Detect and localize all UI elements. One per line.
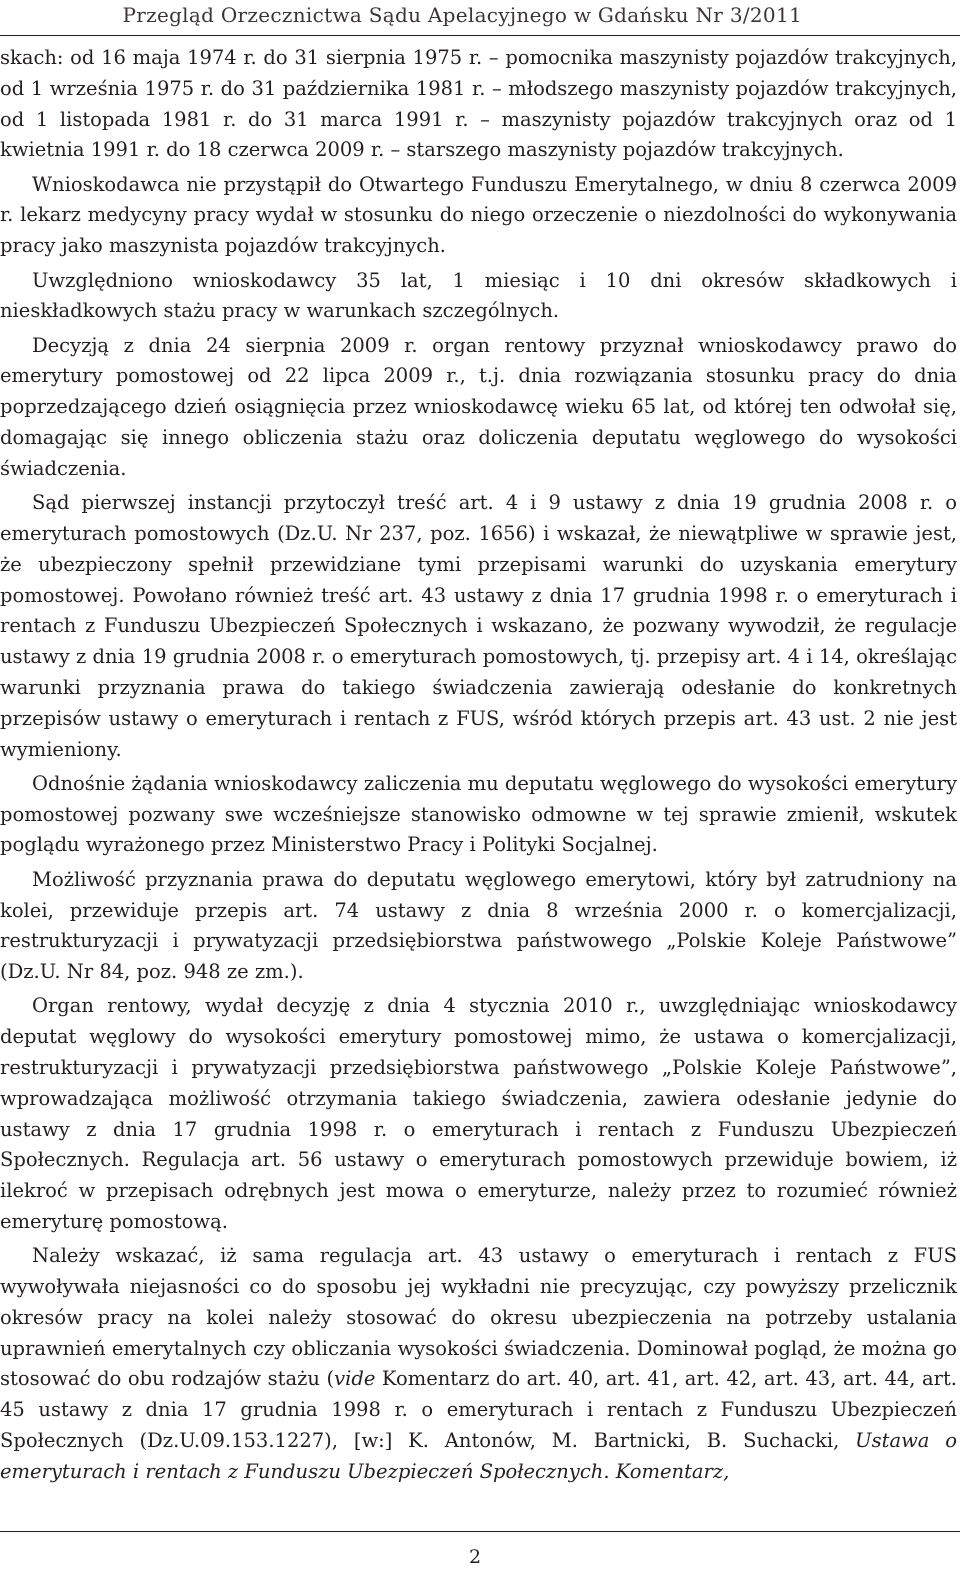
paragraph: Decyzją z dnia 24 sierpnia 2009 r. organ rentowy przyznał wnioskodawcy prawo do emerytury pomostowej od 22 lipca 2009 r., t.j. dnia rozwiązania stosunku pracy do dnia poprzedzającego dzień osiągnięcia przez wnioskodawcę wieku 65 lat, od której ten odwołał się, domagając się innego obliczenia stażu oraz doliczenia deputatu węglowego do wysokości świadczenia. xyxy=(0,333,957,480)
paragraph: Organ rentowy, wydał decyzję z dnia 4 stycznia 2010 r., uwzględniając wnioskodawcy deputat węglowy do wysokości emerytury pomostowej mimo, że ustawa o komercjalizacji, restrukturyzacji i prywatyzacji przedsiębiorstwa państwowego „Polskie Koleje Państwowe”, wprowadzająca możliwość otrzymania takiego świadczenia, zawiera odesłanie jedynie do ustawy z dnia 17 grudnia 1998 r. o emeryturach i rentach z Funduszu Ubezpieczeń Społecznych. Regulacja art. 56 ustawy o emeryturach pomostowych przewiduje bowiem, iż ilekroć w przepisach odrębnych jest mowa o emeryturze, należy przez to rozumieć również emeryturę pomostową. xyxy=(0,994,957,1233)
commentary-term: Komentarz, xyxy=(615,1459,730,1483)
paragraph-text: Komentarz do art. 40, art. 41, art. 42, art. 43, art. 44, art. 45 ustawy z dnia 17 grudnia 1998 r. o emeryturach i rentach z Funduszu Ubezpieczeń Społecznych (Dz.U.09.153.1227), [w:] K. Antonów, M. Bartnicki, B. Suchacki, xyxy=(0,1367,957,1453)
paragraph: Sąd pierwszej instancji przytoczył treść art. 4 i 9 ustawy z dnia 19 grudnia 2008 r. o emeryturach pomostowych (Dz.U. Nr 237, poz. 1656) i wskazał, że niewątpliwe w sprawie jest, że ubezpieczony spełnił przewidziane tymi przepisami warunki do uzyskania emerytury pomostowej. Powołano również treść art. 43 ustawy z dnia 17 grudnia 1998 r. o emeryturach i rentach z Funduszu Ubezpieczeń Społecznych i wskazano, że pozwany wywodził, że regulacje ustawy z dnia 19 grudnia 2008 r. o emeryturach pomostowych, tj. przepisy art. 4 i 14, określając warunki przyznania prawa do takiego świadczenia zawierają odesłanie do konkretnych przepisów ustawy o emeryturach i rentach z FUS, wśród których przepis art. 43 ust. 2 nie jest wymieniony. xyxy=(0,491,957,761)
paragraph: Odnośnie żądania wnioskodawcy zaliczenia mu deputatu węglowego do wysokości emerytury pomostowej pozwany swe wcześniejsze stanowisko odmowne w tej sprawie zmienił, wskutek poglądu wyrażonego przez Ministerstwo Pracy i Polityki Socjalnej. xyxy=(0,771,957,857)
paragraph: Uwzględniono wnioskodawcy 35 lat, 1 miesiąc i 10 dni okresów składkowych i nieskładkowych stażu pracy w warunkach szczególnych. xyxy=(0,268,957,323)
footer-divider xyxy=(0,1531,960,1532)
paragraph-with-citation xyxy=(0,1241,957,1487)
page-number: 2 xyxy=(469,1546,482,1568)
paragraph: Możliwość przyznania prawa do deputatu węglowego emerytowi, który był zatrudniony na kolei, przewiduje przepis art. 74 ustawy z dnia 8 września 2000 r. o komercjalizacji, restrukturyzacji i prywatyzacji przedsiębiorstwa państwowego „Polskie Koleje Państwowe” (Dz.U. Nr 84, poz. 948 ze zm.). xyxy=(0,867,957,984)
vide-term: vide xyxy=(334,1367,376,1391)
page-header xyxy=(0,0,960,34)
paragraph: Wnioskodawca nie przystąpił do Otwartego Funduszu Emerytalnego, w dniu 8 czerwca 2009 r. lekarz medycyny pracy wydał w stosunku do niego orzeczenie o niezdolności do wykonywania pracy jako maszynista pojazdów trakcyjnych. xyxy=(0,172,957,258)
paragraph-text: . xyxy=(603,1459,616,1483)
header-divider xyxy=(0,35,960,36)
paragraph-text: Należy wskazać, iż sama regulacja art. 43 ustawy o emeryturach i rentach z FUS wywoływała niejasności co do sposobu jej wykładni nie precyzując, czy powyższy przelicznik okresów pracy na kolei należy stosować do okresu ubezpieczenia na potrzeby ustalania uprawnień emerytalnych czy obliczania wysokości świadczenia. Dominował pogląd, że można go stosować do obu rodzajów stażu ( xyxy=(0,1244,957,1391)
cited-book-title: Ustawa o emeryturach i rentach z Funduszu Ubezpieczeń Społecznych xyxy=(0,1429,957,1483)
paragraph: skach: od 16 maja 1974 r. do 31 sierpnia 1975 r. – pomocnika maszynisty pojazdów trakcyjnych, od 1 września 1975 r. do 31 października 1981 r. – młodszego maszynisty pojazdów trakcyjnych, od 1 listopada 1981 r. do 31 marca 1991 r. – maszynisty pojazdów trakcyjnych oraz od 1 kwietnia 1991 r. do 18 czerwca 2009 r. – starszego maszynisty pojazdów trakcyjnych. xyxy=(0,46,957,162)
journal-title: Przegląd Orzecznictwa Sądu Apelacyjnego w Gdańsku Nr 3/2011 xyxy=(122,3,802,27)
document-body xyxy=(0,43,957,1491)
